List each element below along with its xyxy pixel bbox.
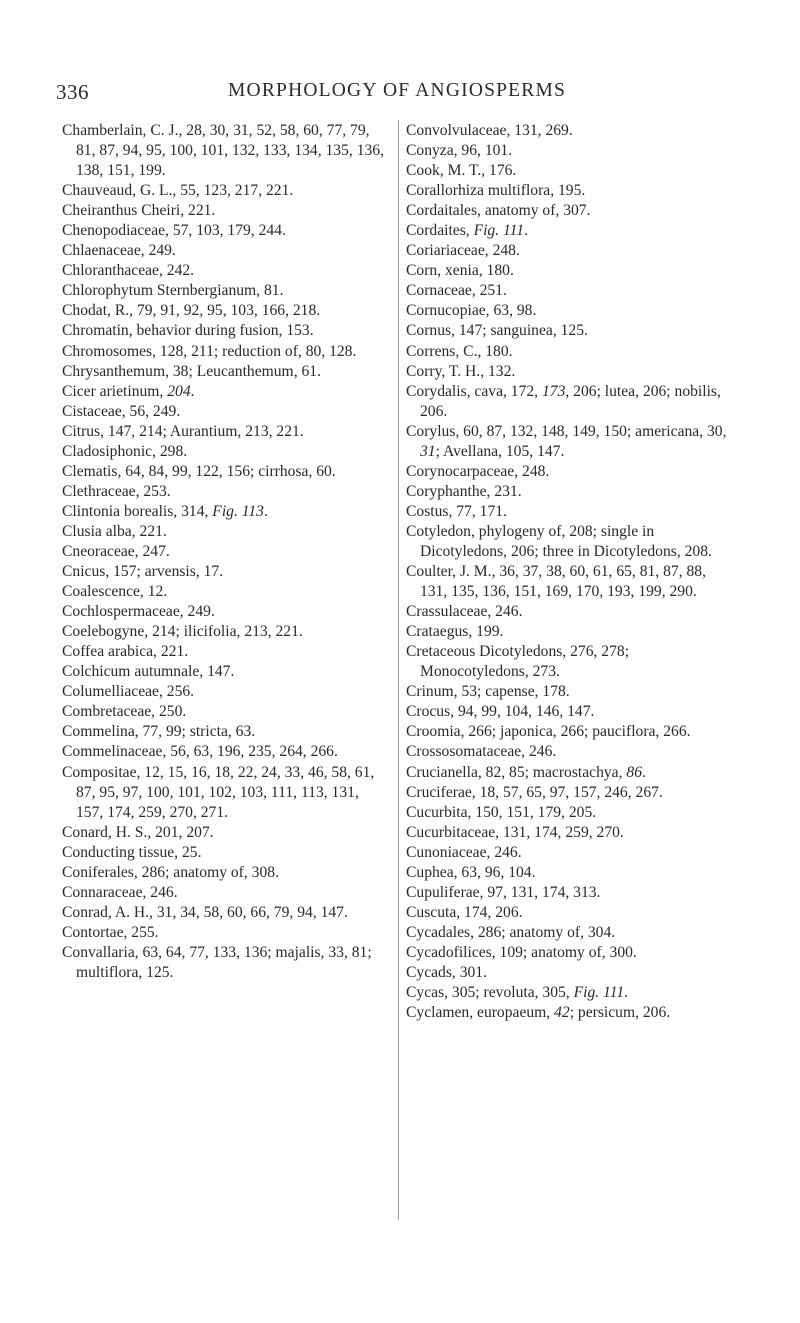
index-entry: Connaraceae, 246.: [62, 883, 178, 901]
index-entry: Cruciferae, 18, 57, 65, 97, 157, 246, 267.: [406, 783, 663, 801]
index-entry: Cucurbitaceae, 131, 174, 259, 270.: [406, 823, 624, 841]
index-entry: Cordaitales, anatomy of, 307.: [406, 202, 591, 220]
index-entry: Cook, M. T., 176.: [406, 162, 517, 180]
index-entry: Convolvulaceae, 131, 269.: [406, 122, 573, 139]
index-entry: Chloranthaceae, 242.: [62, 262, 195, 280]
index-entry: Conrad, A. H., 31, 34, 58, 60, 66, 79, 94, 147.: [62, 903, 348, 921]
index-entry: Corallorhiza multiflora, 195.: [406, 182, 586, 200]
index-entry: Cucurbita, 150, 151, 179, 205.: [406, 803, 597, 821]
index-entry: Clintonia borealis, 314, Fig. 113.: [62, 502, 268, 520]
index-entry: Cnicus, 157; arvensis, 17.: [62, 563, 224, 581]
index-entry: Corry, T. H., 132.: [406, 362, 516, 380]
index-entry: Conard, H. S., 201, 207.: [62, 823, 214, 841]
index-entry: Chrysanthemum, 38; Leucanthemum, 61.: [62, 362, 321, 380]
index-entry: Cladosiphonic, 298.: [62, 442, 188, 460]
index-entry: Chromatin, behavior during fusion, 153.: [62, 322, 314, 340]
page-header: [56, 80, 696, 110]
index-entry: Cycadales, 286; anatomy of, 304.: [406, 923, 616, 941]
index-entry: Chlaenaceae, 249.: [62, 242, 176, 260]
index-entry: Citrus, 147, 214; Aurantium, 213, 221.: [62, 422, 304, 440]
index-entry: Corydalis, cava, 172, 173, 206; lutea, 206; nobilis, 206.: [406, 382, 721, 420]
index-entry: Corylus, 60, 87, 132, 148, 149, 150; americana, 30, 31; Avellana, 105, 147.: [406, 422, 727, 460]
index-entry: Crinum, 53; capense, 178.: [406, 683, 570, 701]
index-entry: Colchicum autumnale, 147.: [62, 663, 235, 681]
page-number: 336: [56, 80, 89, 104]
index-entry: Cycadofilices, 109; anatomy of, 300.: [406, 943, 637, 961]
index-entry: Cheiranthus Cheiri, 221.: [62, 202, 216, 220]
index-entry: Convallaria, 63, 64, 77, 133, 136; majalis, 33, 81; multiflora, 125.: [62, 943, 372, 981]
index-entry: Chenopodiaceae, 57, 103, 179, 244.: [62, 222, 286, 240]
index-entry: Commelina, 77, 99; stricta, 63.: [62, 723, 256, 741]
index-column-left: [62, 121, 386, 983]
index-entry: Crassulaceae, 246.: [406, 603, 523, 621]
index-entry: Corn, xenia, 180.: [406, 262, 514, 280]
index-entry: Crocus, 94, 99, 104, 146, 147.: [406, 703, 595, 721]
running-title: MORPHOLOGY OF ANGIOSPERMS: [228, 80, 567, 101]
index-entry: Clematis, 64, 84, 99, 122, 156; cirrhosa, 60.: [62, 462, 336, 480]
index-entry: Cuscuta, 174, 206.: [406, 903, 523, 921]
index-entry: Crossosomataceae, 246.: [406, 743, 557, 761]
index-entry: Chromosomes, 128, 211; reduction of, 80, 128.: [62, 342, 357, 360]
index-entry: Conyza, 96, 101.: [406, 142, 513, 160]
index-entry: Chamberlain, C. J., 28, 30, 31, 52, 58, 60, 77, 79, 81, 87, 94, 95, 100, 101, 132, 133, 134, 135, 136, 138, 151, 199.: [62, 122, 384, 180]
index-entry: Croomia, 266; japonica, 266; pauciflora, 266.: [406, 723, 691, 741]
index-entry: Cordaites, Fig. 111.: [406, 222, 528, 240]
column-divider: [398, 120, 399, 1220]
index-entry: Cistaceae, 56, 249.: [62, 402, 181, 420]
index-entry: Corynocarpaceae, 248.: [406, 462, 550, 480]
index-entry: Cyclamen, europaeum, 42; persicum, 206.: [406, 1004, 671, 1022]
index-entry: Cotyledon, phylogeny of, 208; single in Dicotyledons, 206; three in Dicotyledons, 208.: [406, 522, 712, 560]
index-entry: Clethraceae, 253.: [62, 482, 171, 500]
index-entry: Contortae, 255.: [62, 923, 159, 941]
index-entry: Coriariaceae, 248.: [406, 242, 520, 260]
index-entry: Compositae, 12, 15, 16, 18, 22, 24, 33, 46, 58, 61, 87, 95, 97, 100, 101, 102, 103, 111, 113, 131, 157, 174, 259, 270, 271.: [62, 763, 375, 821]
index-column-right: [406, 121, 730, 1023]
index-entry: Chodat, R., 79, 91, 92, 95, 103, 166, 218.: [62, 302, 321, 320]
index-entry: Cunoniaceae, 246.: [406, 843, 522, 861]
index-entry: Cornaceae, 251.: [406, 282, 507, 300]
index-entry: Cornus, 147; sanguinea, 125.: [406, 322, 588, 340]
index-entry: Chauveaud, G. L., 55, 123, 217, 221.: [62, 182, 294, 200]
index-entry: Chlorophytum Sternbergianum, 81.: [62, 282, 284, 300]
index-entry: Coulter, J. M., 36, 37, 38, 60, 61, 65, 81, 87, 88, 131, 135, 136, 151, 169, 170, 193, 199, 290.: [406, 563, 706, 601]
index-entry: Columelliaceae, 256.: [62, 683, 195, 701]
index-entry: Costus, 77, 171.: [406, 502, 507, 520]
index-entry: Coalescence, 12.: [62, 583, 168, 601]
index-entry: Cicer arietinum, 204.: [62, 382, 195, 400]
index-entry: Commelinaceae, 56, 63, 196, 235, 264, 266.: [62, 743, 338, 761]
index-entry: Cneoraceae, 247.: [62, 542, 170, 560]
index-entry: Coryphanthe, 231.: [406, 482, 522, 500]
index-entry: Cupuliferae, 97, 131, 174, 313.: [406, 883, 601, 901]
index-entry: Conducting tissue, 25.: [62, 843, 202, 861]
index-entry: Cretaceous Dicotyledons, 276, 278; Monocotyledons, 273.: [406, 643, 630, 681]
index-entry: Correns, C., 180.: [406, 342, 513, 360]
index-entry: Coelebogyne, 214; ilicifolia, 213, 221.: [62, 623, 303, 641]
index-entry: Cycas, 305; revoluta, 305, Fig. 111.: [406, 984, 629, 1002]
index-entry: Cochlospermaceae, 249.: [62, 603, 215, 621]
index-entry: Cornucopiae, 63, 98.: [406, 302, 537, 320]
index-entry: Cycads, 301.: [406, 963, 487, 981]
index-entry: Cuphea, 63, 96, 104.: [406, 863, 536, 881]
index-entry: Coniferales, 286; anatomy of, 308.: [62, 863, 279, 881]
index-entry: Crataegus, 199.: [406, 623, 504, 641]
index-entry: Clusia alba, 221.: [62, 522, 167, 540]
index-entry: Crucianella, 82, 85; macrostachya, 86.: [406, 763, 646, 781]
index-entry: Coffea arabica, 221.: [62, 643, 189, 661]
index-entry: Combretaceae, 250.: [62, 703, 187, 721]
